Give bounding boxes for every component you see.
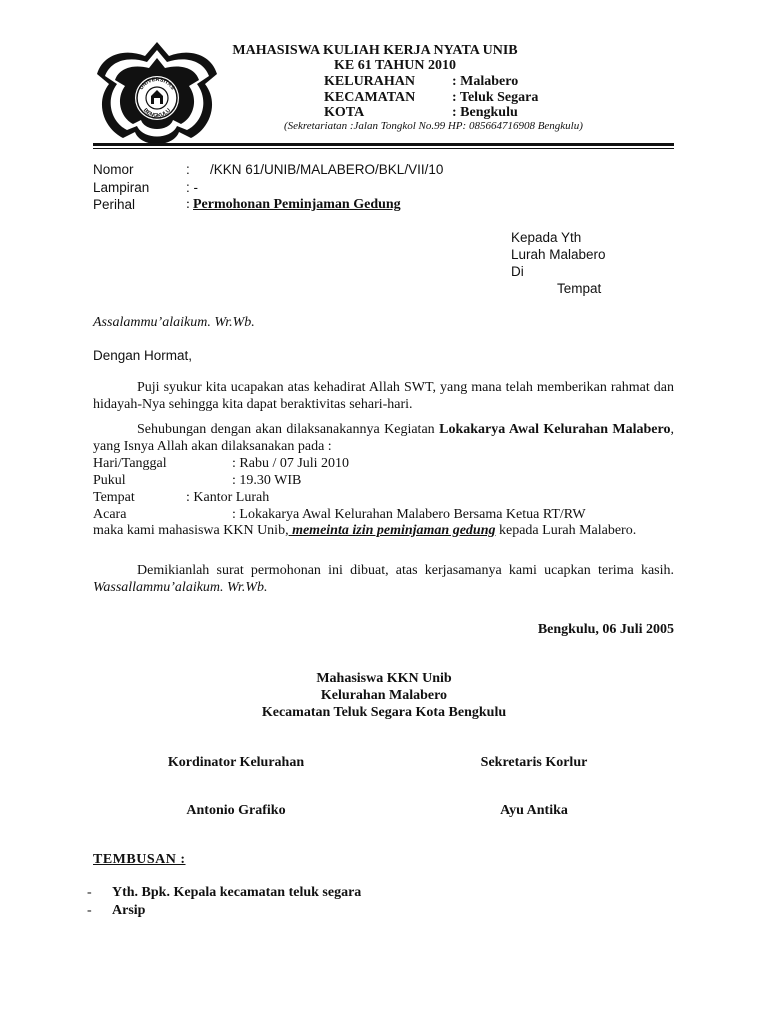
paragraph-2-post: , yang Isnya Allah akan dilaksanakan pada :: [93, 422, 674, 454]
paragraph-4-pre: Demikianlah surat permohonan ini dibuat, atas kerjasamanya kami ucapkan terima kasih.: [137, 563, 674, 578]
kelurahan-label: KELURAHAN: [324, 74, 416, 89]
kecamatan-value: : Teluk Segara: [452, 90, 539, 105]
hari-value: : Rabu / 07 Juli 2010: [232, 456, 350, 471]
letterhead-subtitle: KE 61 TAHUN 2010: [334, 58, 456, 73]
nomor-colon: :: [186, 162, 190, 177]
tembusan-item: Yth. Bpk. Kepala kecamatan teluk segara: [112, 885, 362, 900]
perihal-colon: :: [186, 197, 190, 212]
kelurahan-value: : Malabero: [452, 74, 519, 89]
tembusan-bullet: -: [87, 885, 92, 900]
logo-text-bottom: BENGKULU: [141, 107, 173, 120]
kecamatan-label: KECAMATAN: [324, 90, 416, 105]
nomor-value: /KKN 61/UNIB/MALABERO/BKL/VII/10: [210, 162, 444, 177]
acara-value: : Lokakarya Awal Kelurahan Malabero Bersama Ketua RT/RW: [232, 507, 586, 522]
opening: Dengan Hormat,: [93, 348, 193, 363]
recipient-line4: Tempat: [557, 281, 602, 296]
sender-line2: Kelurahan Malabero: [320, 688, 448, 703]
kota-value: : Bengkulu: [452, 105, 518, 120]
tempat-label: Tempat: [93, 490, 135, 505]
name-left: Antonio Grafiko: [186, 803, 286, 818]
recipient-line1: Kepada Yth: [511, 230, 582, 245]
sender-line3: Kecamatan Teluk Segara Kota Bengkulu: [261, 705, 507, 720]
pukul-label: Pukul: [93, 473, 126, 488]
paragraph-3-pre: maka kami mahasiswa KKN Unib,: [93, 523, 289, 538]
tembusan-bullet: -: [87, 903, 92, 918]
lampiran-label: Lampiran: [93, 180, 150, 195]
perihal-value: Permohonan Peminjaman Gedung: [193, 197, 401, 212]
event-name: Lokakarya Awal Kelurahan Malabero: [439, 422, 671, 437]
secretariat-address: (Sekretariatan :Jalan Tongkol No.99 HP: 085664716908 Bengkulu): [284, 120, 583, 132]
recipient-line2: Lurah Malabero: [511, 247, 606, 262]
perihal-label: Perihal: [93, 197, 136, 212]
paragraph-2: [93, 421, 674, 455]
role-left: Kordinator Kelurahan: [167, 755, 305, 770]
nomor-label: Nomor: [93, 162, 134, 177]
paragraph-2-pre: Sehubungan dengan akan dilaksanakannya Kegiatan: [137, 422, 440, 437]
tempat-value: : Kantor Lurah: [186, 490, 270, 505]
letterhead-divider-thin: [93, 148, 674, 149]
place-date: Bengkulu, 06 Juli 2005: [537, 622, 674, 637]
letterhead-divider-thick: [93, 143, 674, 146]
name-right: Ayu Antika: [500, 803, 568, 818]
letterhead-title: MAHASISWA KULIAH KERJA NYATA UNIB: [232, 43, 518, 58]
paragraph-1: Puji syukur kita ucapakan atas kehadirat Allah SWT, yang mana telah memberikan rahmat dan hidayah-Nya sehingga kita dapat beraktivitas sehari-hari.: [93, 380, 674, 412]
closing-salam: Wassallammu’alaikum. Wr.Wb.: [93, 580, 268, 595]
tembusan-item: Arsip: [112, 903, 146, 918]
sender-line1: Mahasiswa KKN Unib: [316, 671, 452, 686]
logo-text-top: UNIVERSITAS: [138, 76, 176, 92]
request-emphasis: memeinta izin peminjaman gedung: [288, 523, 496, 538]
paragraph-3-post: kepada Lurah Malabero.: [495, 523, 637, 538]
lampiran-value: : -: [186, 180, 198, 195]
acara-label: Acara: [93, 507, 127, 522]
kota-label: KOTA: [324, 105, 365, 120]
pukul-value: : 19.30 WIB: [232, 473, 302, 488]
recipient-line3: Di: [511, 264, 524, 279]
greeting: Assalammu’alaikum. Wr.Wb.: [93, 315, 255, 330]
tembusan-heading: TEMBUSAN :: [93, 852, 186, 867]
paragraph-4: [93, 562, 674, 596]
role-right: Sekretaris Korlur: [480, 755, 588, 770]
hari-label: Hari/Tanggal: [93, 456, 167, 471]
paragraph-3: [93, 522, 674, 539]
